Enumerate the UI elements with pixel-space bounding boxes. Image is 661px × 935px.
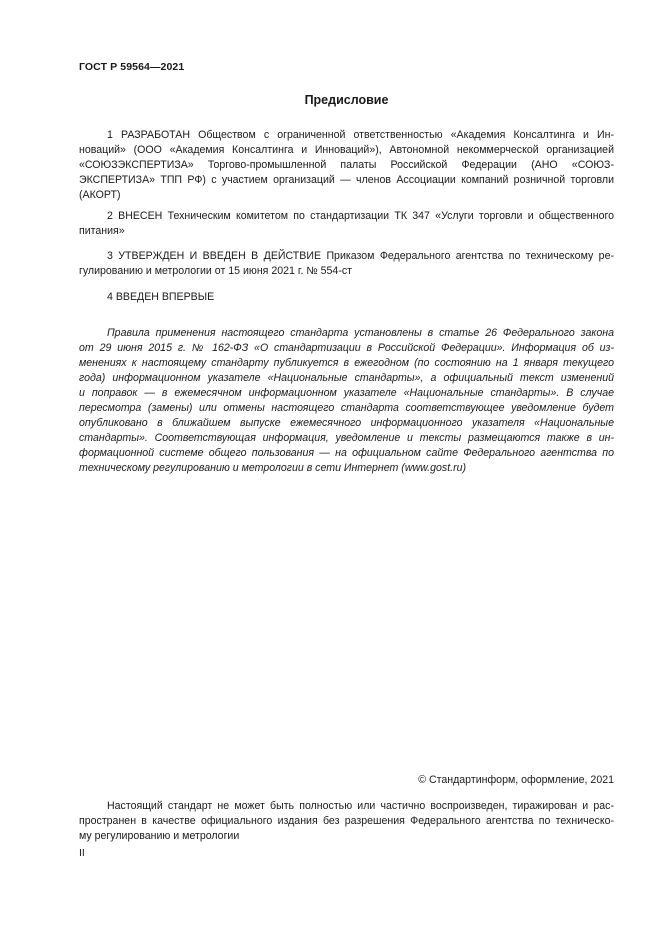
copyright-notice: © Стандартинформ, оформление, 2021 <box>418 774 614 786</box>
text-line: 2 ВНЕСЕН Техническим комитетом по стандартизации ТК 347 «Услуги торговли и общественного <box>107 210 614 222</box>
text-line: от 29 июня 2015 г. № 162-ФЗ «О стандартизации в Российской Федерации». Информация об из- <box>79 342 614 354</box>
text-line: 4 ВВЕДЕН ВПЕРВЫЕ <box>107 291 215 303</box>
item-approved <box>79 249 614 279</box>
page-number: II <box>79 847 85 859</box>
text-line: пересмотра (замены) или отмены настоящего стандарта соответствующее уведомление будет <box>79 402 614 414</box>
page-title: Предисловие <box>304 93 389 107</box>
text-line: ЭКСПЕРТИЗА» ТПП РФ) с участием организаций — членов Ассоциации компаний розничной торговли <box>79 174 614 186</box>
item-developed-by <box>79 128 614 203</box>
text-line: «СОЮЗЭКСПЕРТИЗА» Торгово-промышленной палаты Российской Федерации (АНО «СОЮЗ- <box>79 159 614 171</box>
text-line: 3 УТВЕРЖДЕН И ВВЕДЕН В ДЕЙСТВИЕ Приказом Федерального агентства по техническому ре- <box>107 250 614 262</box>
text-line: 1 РАЗРАБОТАН Обществом с ограниченной ответственностью «Академия Консалтинга и Ин- <box>107 129 614 141</box>
item-introduced-by <box>79 209 614 239</box>
text-line: опубликовано в ближайшем выпуске ежемесячного информационного указателя «Национальные <box>79 417 614 429</box>
rules-notice <box>79 326 614 476</box>
reproduction-notice <box>79 799 614 844</box>
text-line: питания» <box>79 225 125 237</box>
text-line: новаций» (ООО «Академия Консалтинга и Инноваций»), Автономной некоммерческой организацией <box>79 144 614 156</box>
text-line: года) информационном указателе «Национальные стандарты», а официальный текст изменений <box>79 372 614 384</box>
text-line: менениях к настоящему стандарту публикуется в ежегодном (по состоянию на 1 января текущего <box>79 357 614 369</box>
text-line: Правила применения настоящего стандарта установлены в статье 26 Федерального закона <box>107 327 614 339</box>
text-line: и поправок — в ежемесячном информационном указателе «Национальные стандарты». В случае <box>79 387 614 399</box>
document-code: ГОСТ Р 59564—2021 <box>79 61 185 73</box>
text-line: техническому регулированию и метрологии в сети Интернет (www.gost.ru) <box>79 462 467 474</box>
text-line: Настоящий стандарт не может быть полностью или частично воспроизведен, тиражирован и рас- <box>107 800 614 812</box>
text-line: гулированию и метрологии от 15 июня 2021 г. № 554-ст <box>79 265 352 277</box>
text-line: стандарты». Соответствующая информация, уведомление и тексты размещаются также в ин- <box>79 432 614 444</box>
item-introduced-first-time <box>79 290 614 305</box>
text-line: му регулированию и метрологии <box>79 830 240 842</box>
text-line: формационной системе общего пользования — на официальном сайте Федерального агентства по <box>79 447 614 459</box>
text-line: пространен в качестве официального издания без разрешения Федерального агентства по техническо- <box>79 815 614 827</box>
text-line: (АКОРТ) <box>79 189 121 201</box>
